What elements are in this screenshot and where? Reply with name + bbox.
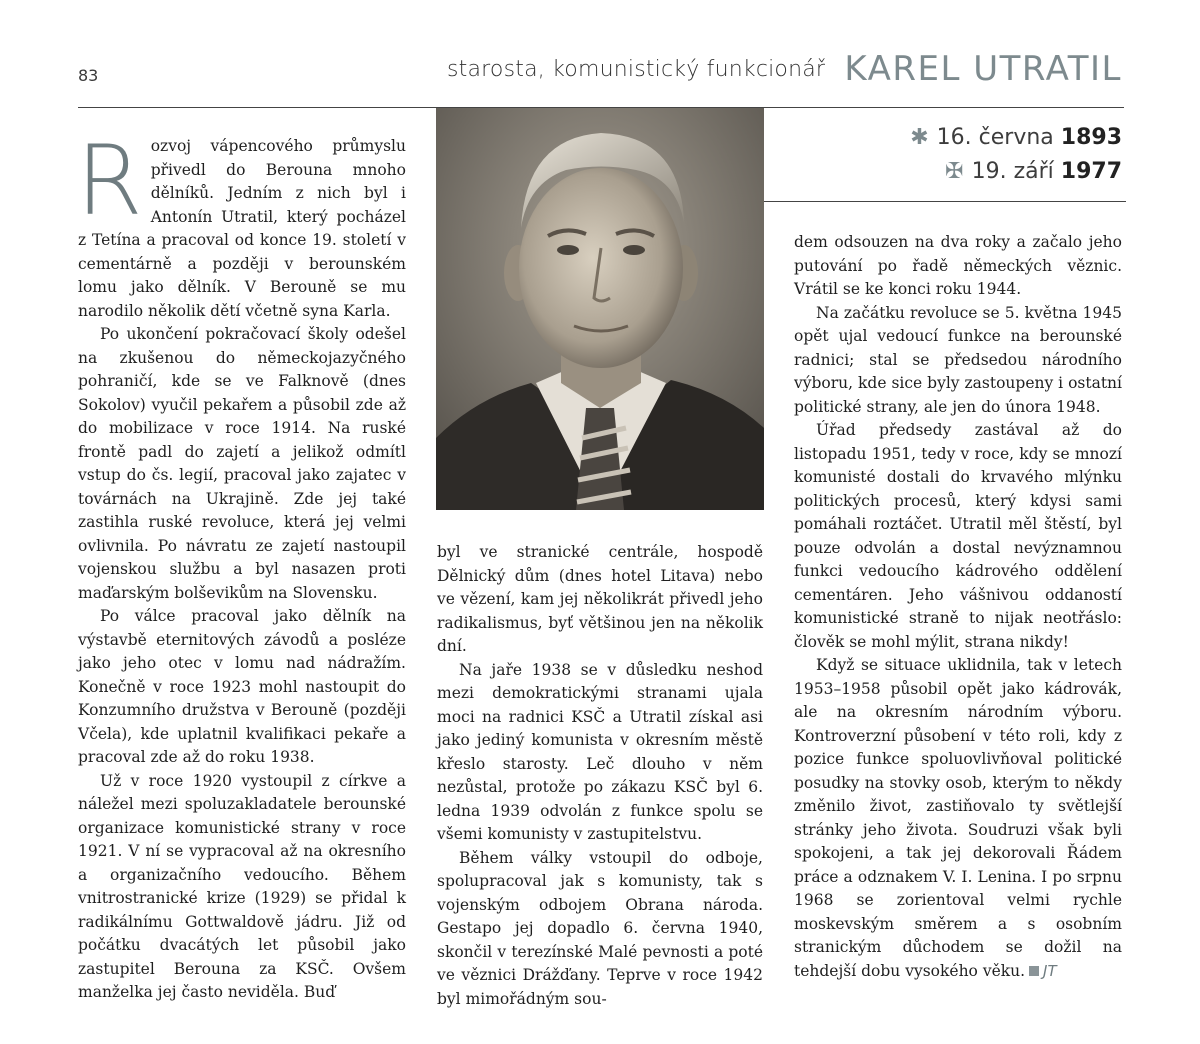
dates-rule (764, 201, 1126, 202)
paragraph-text: ozvoj vápencového průmyslu přivedl do Berouna mnoho dělníků. Jedním z nich byl i Antonín Utratil, který pocházel z Tetína a pracoval od konce 19. století v cementárně a později v berounském lomu jako dělník. V Berouně se mu narodilo několik dětí včetně syna Karla. (78, 137, 406, 320)
birth-year: 1893 (1060, 125, 1122, 150)
portrait-photo (436, 108, 764, 510)
page-number: 83 (78, 66, 99, 85)
paragraph (76, 125, 406, 323)
paragraph: Na začátku revoluce se 5. května 1945 opět ujal vedoucí funkce na berounské radnici; stal se předsedou národního výboru, kde sice byly zastoupeny i ostatní politické strany, ale jen do února 1948. (794, 303, 1122, 416)
drop-cap: R (76, 125, 143, 237)
paragraph (794, 654, 1122, 983)
portrait-illustration (436, 108, 764, 510)
death-day: 19. září (971, 159, 1054, 184)
paragraph: dem odsouzen na dva roky a začalo jeho putování po řadě německých věznic. Vrátil se ke konci roku 1944. (794, 233, 1122, 298)
death-year: 1977 (1060, 159, 1122, 184)
death-icon: ✠ (945, 159, 964, 184)
end-square-icon (1029, 966, 1039, 976)
article-column-3 (794, 231, 1122, 983)
header-subtitle: starosta, komunistický funkcionář (447, 57, 826, 82)
paragraph-text: Když se situace uklidnila, tak v letech 1953–1958 působil opět jako kádrovák, ale na okresním národním výboru. Kontroverzní působení v této roli, kdy z pozice funkce spoluovlivňoval politické posudky na stovky osob, kterým to někdy změnilo život, zastiňovalo ty světlejší stránky jeho života. Soudruzi však byli spokojeni, a tak jej dekorovali Řádem práce a odznakem V. I. Lenina. I po srpnu 1968 se zorientoval velmi rychle moskevským směrem a s osobním stranickým důchodem se dožil na tehdejší dobu vysokého věku. (794, 656, 1122, 980)
birth-icon: ✱ (910, 125, 929, 150)
paragraph: Během války vstoupil do odboje, spolupracoval jak s komunisty, tak s vojenským odbojem Obrana národa. Gestapo jej dopadlo 6. června 1940, skončil v terezínské Malé pevnosti a poté ve věznici Drážďany. Teprve v roce 1942 byl mimořádným sou- (437, 848, 763, 1008)
paragraph: byl ve stranické centrále, hospodě Dělnický dům (dnes hotel Litava) nebo ve vězení, kam jej několikrát přivedl jeho radikalismus, byť většinou jen na několik dní. (437, 543, 763, 655)
death-date (945, 159, 1122, 184)
birth-date (910, 125, 1122, 150)
article-column-1 (76, 125, 406, 1005)
paragraph: Úřad předsedy zastával až do listopadu 1951, tedy v roce, kdy se mnozí komunisté dostali do krvavého mlýnku politických procesů, který kdysi sami pomáhali roztáčet. Utratil měl štěstí, byl pouze odvolán a dostal nevýznamnou funkci vedoucího kádrového oddělení cementáren. Jeho vášnivou oddaností komunistické straně to nijak neotřáslo: člověk se mohl mýlit, strana nikdy! (794, 421, 1122, 651)
paragraph: Na jaře 1938 se v důsledku neshod mezi demokratickými stranami ujala moci na radnici KSČ a Utratil získal asi jako jediný komunista v okresním městě křeslo starosty. Leč dlouho v něm nezůstal, protože po zákazu KSČ byl 6. ledna 1939 odvolán z funkce spolu se všemi komunisty v zastupitelstvu. (437, 660, 763, 843)
paragraph: Po válce pracoval jako dělník na výstavbě eternitových závodů a posléze jako jeho otec v lomu nad nádražím. Konečně v roce 1923 mohl nastoupit do Konzumního družstva v Berouně (později Včela), kde uplatnil kvalifikaci pekaře a pracoval zde až do roku 1938. (78, 607, 406, 766)
paragraph: Po ukončení pokračovací školy odešel na zkušenou do německojazyčného pohraničí, kde se ve Falknově (dnes Sokolov) vyučil pekařem a působil zde až do mobilizace v roce 1914. Na ruské frontě padl do zajetí a jelikož odmítl vstup do čs. legií, pracoval jako zajatec v továrnách na Ukrajině. Zde jej také zastihla ruské revoluce, která jej velmi ovlivnila. Po návratu ze zajetí nastoupil vojenskou službu a byl nasazen proti maďarským bolševikům na Slovensku. (78, 325, 406, 602)
author-signature: JT (1043, 961, 1057, 980)
article-column-2 (437, 541, 763, 1011)
header-name: KAREL UTRATIL (844, 49, 1122, 89)
paragraph: Už v roce 1920 vystoupil z církve a náležel mezi spoluzakladatele berounské organizace komunistické strany v roce 1921. V ní se vypracoval až na okresního a organizačního vedoucího. Během vnitrostranické krize (1929) se přidal k radikálnímu Gottwaldově jádru. Již od počátku dvacátých let působil jako zastupitel Berouna za KSČ. Ovšem manželka jej často neviděla. Buď (78, 771, 406, 1001)
birth-day: 16. června (936, 125, 1054, 150)
